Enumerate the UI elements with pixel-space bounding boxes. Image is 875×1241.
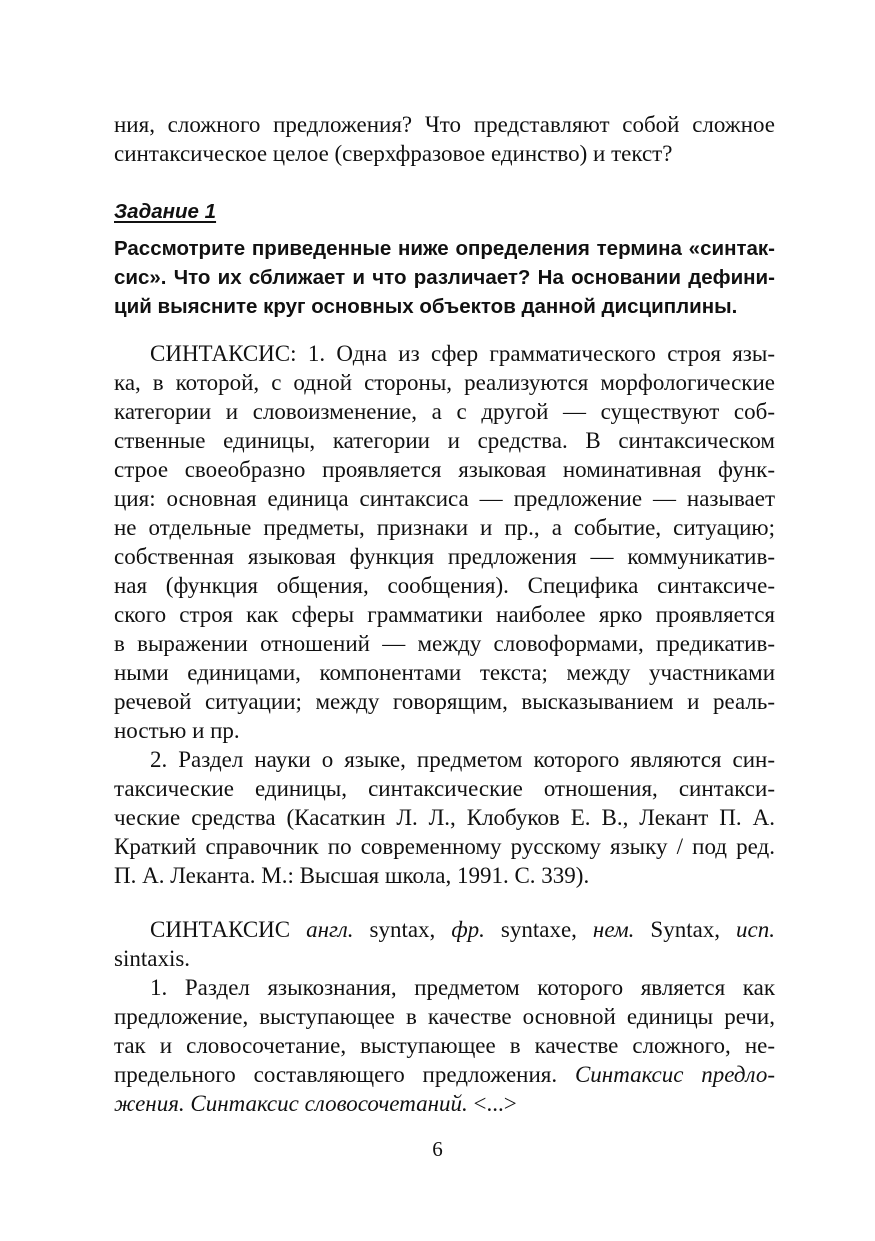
lang-word: Syntax, (650, 917, 721, 942)
definition1-line: категории и словоизменение, а с другой — существуют соб- (114, 399, 775, 424)
lang-abbr: фр. (451, 917, 485, 942)
definition1-line: СИНТАКСИС: 1. Одна из сфер грамматического строя язы- (150, 341, 775, 366)
definition2-term: СИНТАКСИС (150, 917, 291, 942)
intro-line: синтаксическое целое (сверхфразовое единство) и текст? (114, 141, 673, 166)
lang-word: syntax, (369, 917, 436, 942)
task-line: Рассмотрите приведенные ниже определения термина «синтак- (114, 237, 775, 260)
definition1-line: Краткий справочник по современному русскому языку / под ред. (114, 834, 775, 859)
definition1-line: строе своеобразно проявляется языковая номинативная функ- (114, 457, 775, 482)
definition1-line: ского строя как сферы грамматики наиболее ярко проявляется (114, 602, 775, 627)
definition2-line: 1. Раздел языкознания, предметом которого является как (150, 975, 775, 1000)
definition2-line: предложение, выступающее в качестве основной единицы речи, (114, 1004, 775, 1029)
lang-abbr: англ. (306, 917, 354, 942)
definition1-line: собственная языковая функция предложения — коммуникатив- (114, 544, 775, 569)
definition1-line: ственные единицы, категории и средства. В синтаксическом (114, 428, 775, 453)
definition1-line: в выражении отношений — между словоформами, предикатив- (114, 631, 775, 656)
definition2-line: sintaxis. (114, 946, 191, 971)
intro-line: ния, сложного предложения? Что представляют собой сложное (114, 112, 775, 137)
definition2-line (114, 1089, 775, 1118)
definition2-italic: жения. Синтаксис словосочетаний. (114, 1091, 468, 1116)
lang-abbr: нем. (592, 917, 635, 942)
definition1-line: ная (функция общения, сообщения). Специфика синтаксиче- (114, 573, 775, 598)
lang-word: syntaxe, (500, 917, 577, 942)
definition1-line: ческие средства (Касаткин Л. Л., Клобуков Е. В., Лекант П. А. (114, 805, 775, 830)
page-number: 6 (432, 1137, 443, 1161)
definition1-line: ка, в которой, с одной стороны, реализуются морфологические (114, 370, 775, 395)
definition2-line (114, 1060, 775, 1089)
definition1-line: ция: основная единица синтаксиса — предложение — называет (114, 486, 775, 511)
lang-abbr: исп. (736, 917, 776, 942)
definition1-line: речевой ситуации; между говорящим, высказыванием и реаль- (114, 689, 775, 714)
definition2-line: так и словосочетание, выступающее в качестве сложного, не- (114, 1033, 775, 1058)
definition1-line: ностью и пр. (114, 718, 240, 743)
task-line: ций выясните круг основных объектов данной дисциплины. (114, 295, 738, 318)
definition1-line: 2. Раздел науки о языке, предметом которого являются син- (150, 747, 775, 772)
definition1-line: не отдельные предметы, признаки и пр., а событие, ситуацию; (114, 515, 775, 540)
definition2-italic: Синтаксис предло- (574, 1062, 775, 1087)
definition2-header (150, 915, 775, 944)
ellipsis: <...> (473, 1091, 517, 1116)
task-heading: Задание 1 (114, 200, 217, 223)
definition1-line: ными единицами, компонентами текста; между участниками (114, 660, 775, 685)
definition1-line: таксические единицы, синтаксические отношения, синтакси- (114, 776, 775, 801)
task-line: сис». Что их сближает и что различает? На основании дефини- (114, 266, 775, 289)
definition1-line: П. А. Леканта. М.: Высшая школа, 1991. С. 339). (114, 863, 590, 888)
definition2-text: предельного составляющего предложения. (114, 1062, 558, 1087)
